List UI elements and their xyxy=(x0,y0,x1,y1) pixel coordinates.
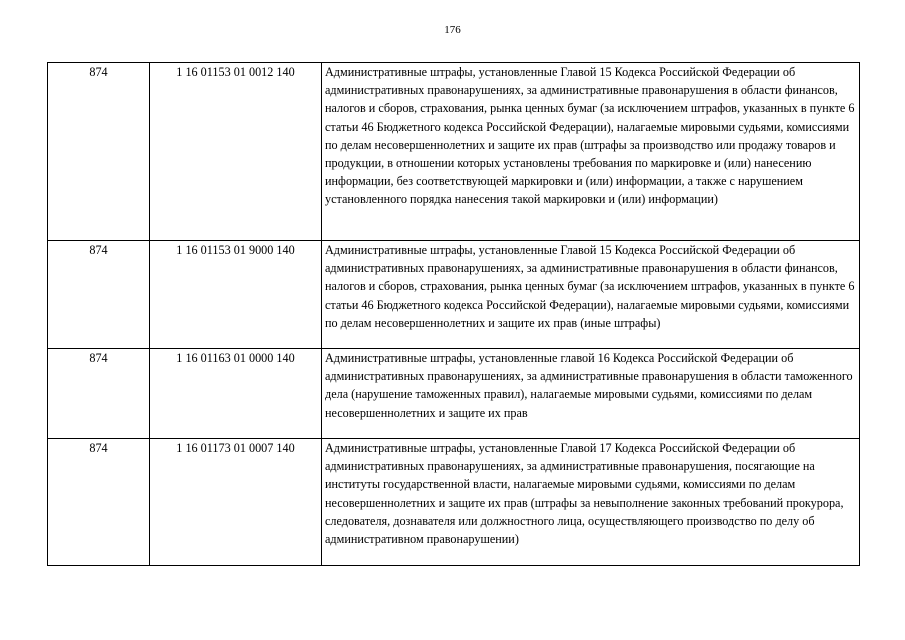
table-row xyxy=(48,349,860,439)
table-row xyxy=(48,439,860,566)
description-cell: Административные штрафы, установленные Главой 17 Кодекса Российской Федерации об административных правонарушениях, за административные правонарушения, посягающие на институты государственной власти, налагаемые мировыми судьями, комиссиями по делам несовершеннолетних и защите их прав (штрафы за невыполнение законных требований прокурора, следователя, дознавателя или должностного лица, осуществляющего производство по делу об административном правонарушении) xyxy=(322,439,860,566)
description-cell: Административные штрафы, установленные Главой 15 Кодекса Российской Федерации об административных правонарушениях, за административные правонарушения в области финансов, налогов и сборов, страхования, рынка ценных бумаг (за исключением штрафов, указанных в пункте 6 статьи 46 Бюджетного кодекса Российской Федерации), налагаемые мировыми судьями, комиссиями по делам несовершеннолетних и защите их прав (иные штрафы) xyxy=(322,241,860,349)
admin-code-cell: 874 xyxy=(48,349,150,439)
kbk-code-cell: 1 16 01153 01 9000 140 xyxy=(150,241,322,349)
description-cell: Административные штрафы, установленные главой 16 Кодекса Российской Федерации об административных правонарушениях, за административные правонарушения в области таможенного дела (нарушение таможенных правил), налагаемые мировыми судьями, комиссиями по делам несовершеннолетних и защите их прав xyxy=(322,349,860,439)
admin-code-cell: 874 xyxy=(48,63,150,241)
admin-code-cell: 874 xyxy=(48,439,150,566)
table-row xyxy=(48,63,860,241)
description-cell: Административные штрафы, установленные Главой 15 Кодекса Российской Федерации об административных правонарушениях, за административные правонарушения в области финансов, налогов и сборов, страхования, рынка ценных бумаг (за исключением штрафов, указанных в пункте 6 статьи 46 Бюджетного кодекса Российской Федерации), налагаемые мировыми судьями, комиссиями по делам несовершеннолетних и защите их прав (штрафы за производство или продажу товаров и продукции, в отношении которых установлены требования по маркировке и (или) нанесению информации, без соответствующей маркировки и (или) информации, а также с нарушением установленного порядка нанесения такой маркировки и (или) информации) xyxy=(322,63,860,241)
kbk-code-cell: 1 16 01153 01 0012 140 xyxy=(150,63,322,241)
kbk-code-cell: 1 16 01163 01 0000 140 xyxy=(150,349,322,439)
budget-classification-table xyxy=(47,62,860,566)
page-number: 176 xyxy=(444,24,461,36)
admin-code-cell: 874 xyxy=(48,241,150,349)
kbk-code-cell: 1 16 01173 01 0007 140 xyxy=(150,439,322,566)
table-row xyxy=(48,241,860,349)
